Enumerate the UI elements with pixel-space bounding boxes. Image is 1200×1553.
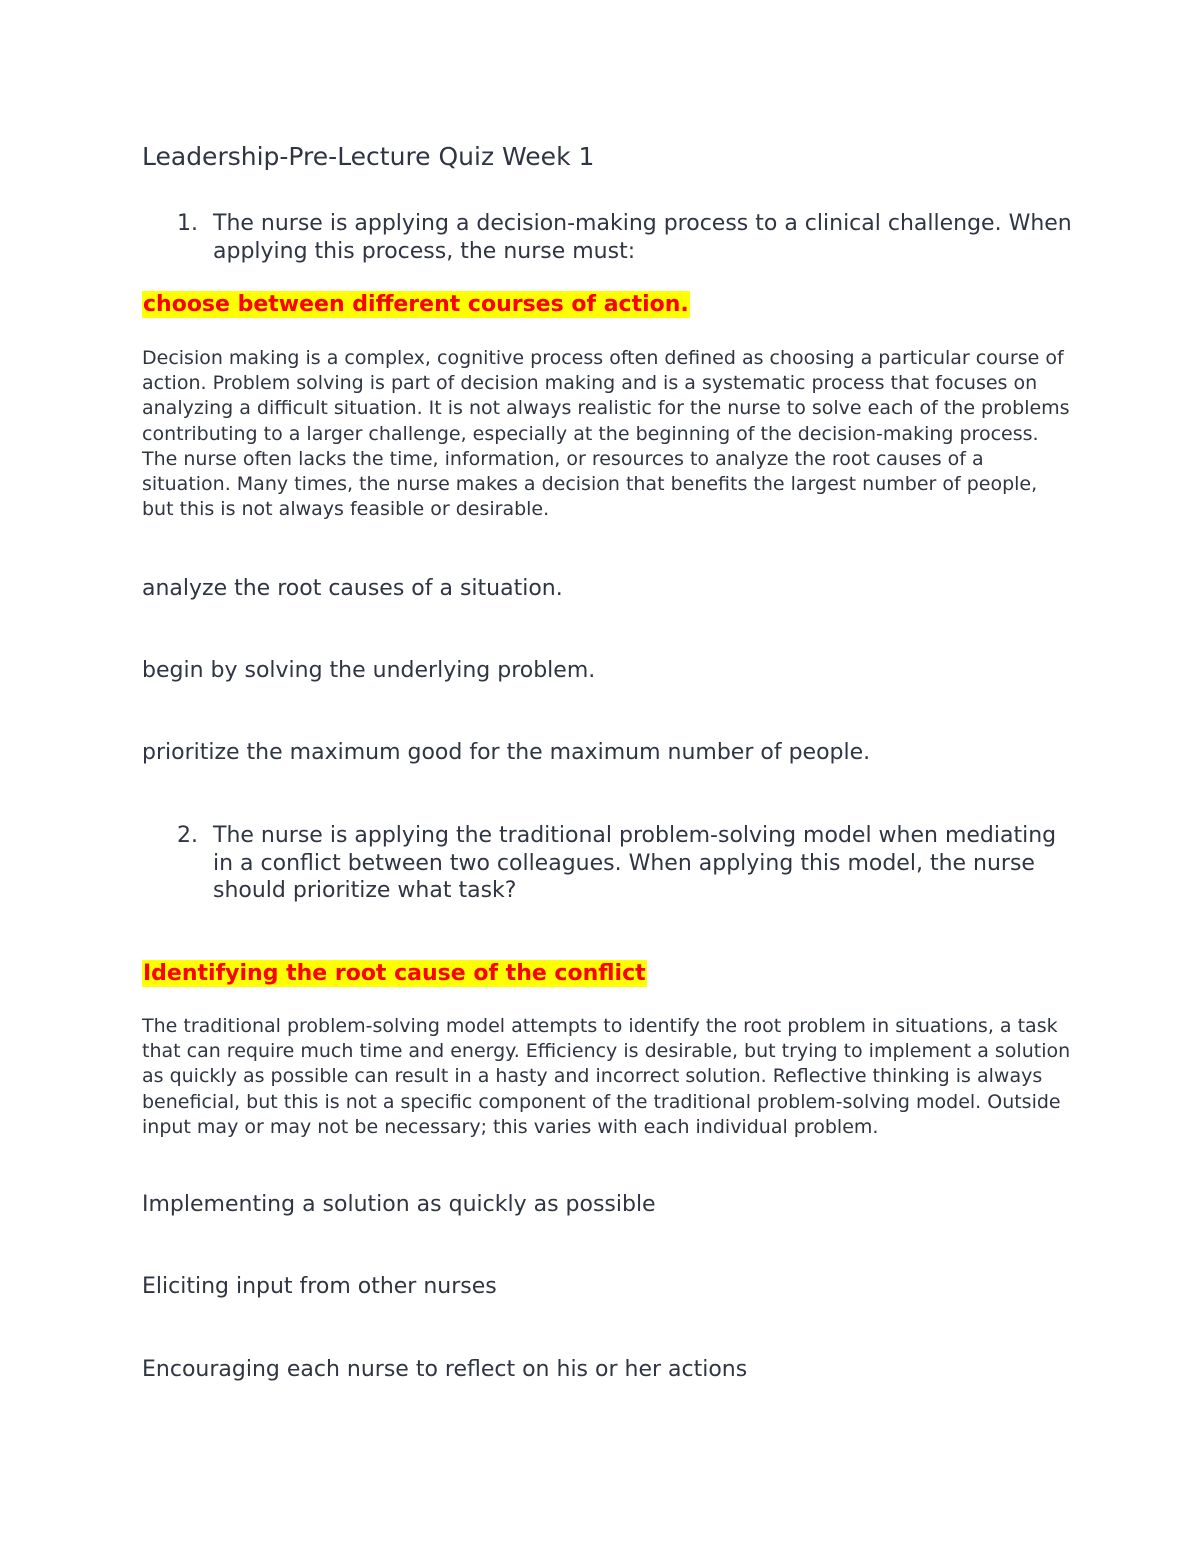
question-number: 1. [177, 211, 198, 236]
correct-answer-2: Identifying the root cause of the conflict [143, 961, 646, 986]
question-2 [142, 822, 1082, 905]
answer-option: analyze the root causes of a situation. [142, 576, 563, 601]
answer-option: prioritize the maximum good for the maximum number of people. [142, 740, 871, 765]
answer-option: Implementing a solution as quickly as possible [142, 1192, 656, 1217]
rationale-2: The traditional problem-solving model attempts to identify the root problem in situations, a task that can require much time and energy. Efficiency is desirable, but trying to implement a solution as quickly as possible can result in a hasty and incorrect solution. Reflective thinking is always beneficial, but this is not a specific component of the traditional problem-solving model. Outside input may or may not be necessary; this varies with each individual problem. [142, 1015, 1071, 1138]
question-text: The nurse is applying a decision-making process to a clinical challenge. When applying this process, the nurse must: [213, 211, 1072, 264]
page-title: Leadership-Pre-Lecture Quiz Week 1 [142, 142, 595, 171]
question-text: The nurse is applying the traditional problem-solving model when mediating in a conflict between two colleagues. When applying this model, the nurse should prioritize what task? [213, 823, 1057, 903]
question-1 [142, 210, 1082, 265]
rationale-1: Decision making is a complex, cognitive process often defined as choosing a particular course of action. Problem solving is part of decision making and is a systematic process that focuses on analyzing a difficult situation. It is not always realistic for the nurse to solve each of the problems contributing to a larger challenge, especially at the beginning of the decision-making process. The nurse often lacks the time, information, or resources to analyze the root causes of a situation. Many times, the nurse makes a decision that benefits the largest number of people, but this is not always feasible or desirable. [142, 347, 1070, 521]
answer-option: Eliciting input from other nurses [142, 1274, 497, 1299]
answer-option: begin by solving the underlying problem. [142, 658, 596, 683]
answer-option: Encouraging each nurse to reflect on his or her actions [142, 1357, 748, 1382]
question-number: 2. [177, 823, 198, 848]
correct-answer-1: choose between different courses of action. [143, 292, 689, 317]
